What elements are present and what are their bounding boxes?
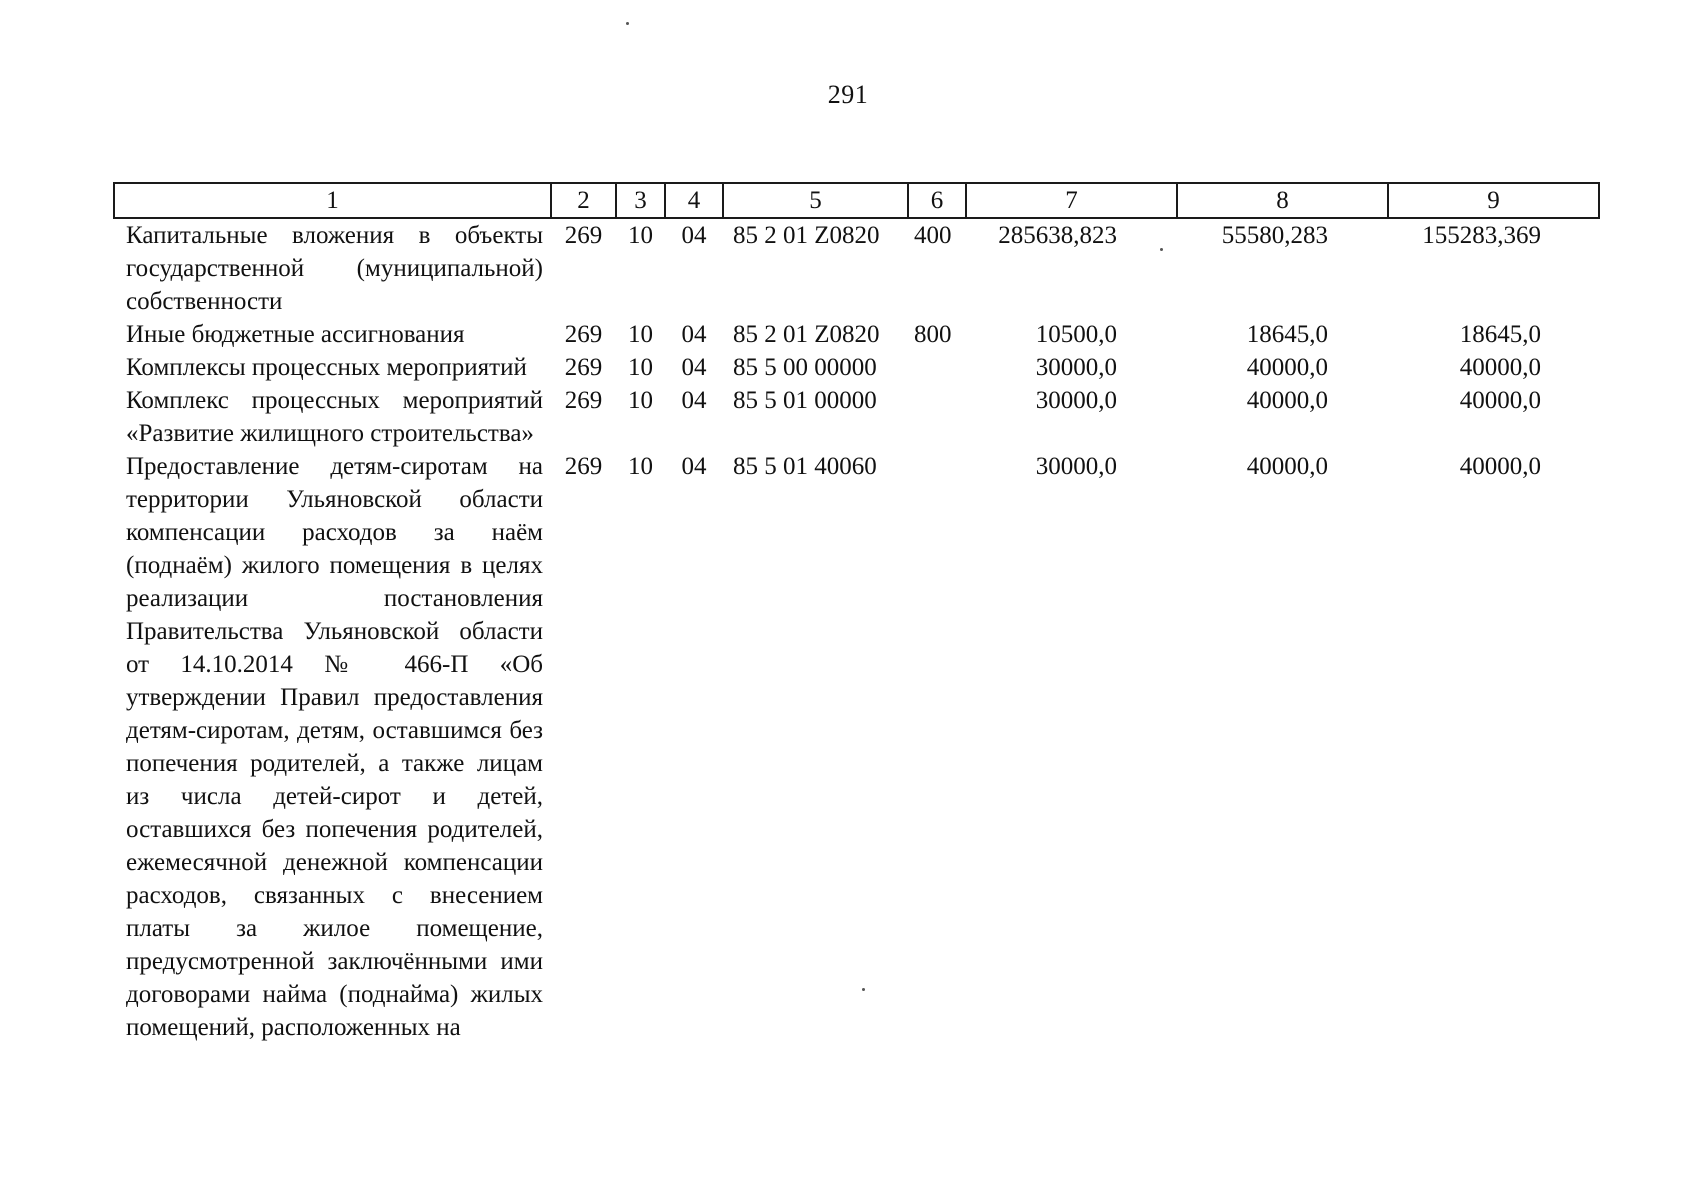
- row-amount-col8: 40000,0: [1246, 387, 1328, 414]
- row-target-code: 85 2 01 Z0820: [733, 222, 880, 249]
- row-ministry-code: 269: [564, 354, 603, 381]
- row-ministry-code: 269: [564, 222, 603, 249]
- row-amount-col7: 10500,0: [1035, 321, 1117, 348]
- column-header-3: 3: [616, 183, 665, 218]
- row-amount-col7: 30000,0: [1035, 387, 1117, 414]
- row-section-code: 10: [628, 354, 653, 381]
- table-row: [114, 450, 1599, 1044]
- column-header-5: 5: [723, 183, 908, 218]
- row-subsection-code: 04: [681, 453, 707, 480]
- row-amount-col7: 285638,823: [998, 222, 1117, 249]
- column-header-1: 1: [114, 183, 551, 218]
- row-ministry-code: 269: [564, 321, 603, 348]
- row-amount-col9: 40000,0: [1459, 453, 1541, 480]
- table-row: [114, 384, 1599, 450]
- row-section-code: 10: [628, 222, 653, 249]
- row-expense-type: [908, 384, 966, 450]
- table-row: [114, 351, 1599, 384]
- row-section-code: 10: [628, 453, 653, 480]
- table-row: [114, 218, 1599, 318]
- row-name: Иные бюджетные ассигнования: [126, 321, 465, 348]
- column-header-2: 2: [551, 183, 616, 218]
- row-section-code: 10: [628, 321, 653, 348]
- row-subsection-code: 04: [681, 387, 707, 414]
- scan-speck: [626, 22, 629, 25]
- column-header-7: 7: [966, 183, 1177, 218]
- row-target-code: 85 5 01 00000: [733, 387, 877, 414]
- row-target-code: 85 5 01 40060: [733, 453, 877, 480]
- row-amount-col8: 18645,0: [1246, 321, 1328, 348]
- row-target-code: 85 5 00 00000: [733, 354, 877, 381]
- row-ministry-code: 269: [564, 387, 603, 414]
- row-amount-col7: 30000,0: [1035, 453, 1117, 480]
- header-row: [114, 183, 1599, 218]
- row-expense-type: 800: [914, 321, 952, 348]
- row-subsection-code: 04: [681, 354, 707, 381]
- column-header-9: 9: [1388, 183, 1599, 218]
- table-row: [114, 318, 1599, 351]
- budget-table: [113, 182, 1600, 1044]
- row-amount-col7: 30000,0: [1035, 354, 1117, 381]
- column-header-6: 6: [908, 183, 966, 218]
- row-name: Комплекс процессных мероприятий «Развитие жилищного строительства»: [126, 387, 543, 447]
- row-expense-type: 400: [914, 222, 952, 249]
- row-subsection-code: 04: [681, 222, 707, 249]
- row-section-code: 10: [628, 387, 653, 414]
- row-amount-col9: 18645,0: [1459, 321, 1541, 348]
- row-name: Капитальные вложения в объекты государственной (муниципальной) собственности: [126, 222, 543, 315]
- row-expense-type: [908, 450, 966, 1044]
- column-header-4: 4: [665, 183, 723, 218]
- row-name: Комплексы процессных мероприятий: [126, 354, 527, 381]
- row-amount-col9: 155283,369: [1422, 222, 1541, 249]
- table-header: [114, 183, 1599, 218]
- row-amount-col8: 40000,0: [1246, 354, 1328, 381]
- row-amount-col8: 55580,283: [1221, 222, 1328, 249]
- row-name: Предоставление детям-сиротам на территории Ульяновской области компенсации расходов за наём (поднаём) жилого помещения в целях реализации постановления Правительства Ульяновской области от 14.10.2014 № 466-П «Об утверждении Правил предоставления детям-сиротам, детям, оставшимся без попечения родителей, а также лицам из числа детей-сирот и детей, оставшихся без попечения родителей, ежемесячной денежной компенсации расходов, связанных с внесением платы за жилое помещение, предусмотренной заключёнными ими договорами найма (поднайма) жилых помещений, расположенных на: [126, 453, 543, 1041]
- row-target-code: 85 2 01 Z0820: [733, 321, 880, 348]
- row-expense-type: [908, 351, 966, 384]
- table-body: [114, 218, 1599, 1044]
- page-number: 291: [827, 80, 869, 109]
- column-header-8: 8: [1177, 183, 1388, 218]
- row-amount-col9: 40000,0: [1459, 387, 1541, 414]
- row-subsection-code: 04: [681, 321, 707, 348]
- row-amount-col9: 40000,0: [1459, 354, 1541, 381]
- row-amount-col8: 40000,0: [1246, 453, 1328, 480]
- row-ministry-code: 269: [564, 453, 603, 480]
